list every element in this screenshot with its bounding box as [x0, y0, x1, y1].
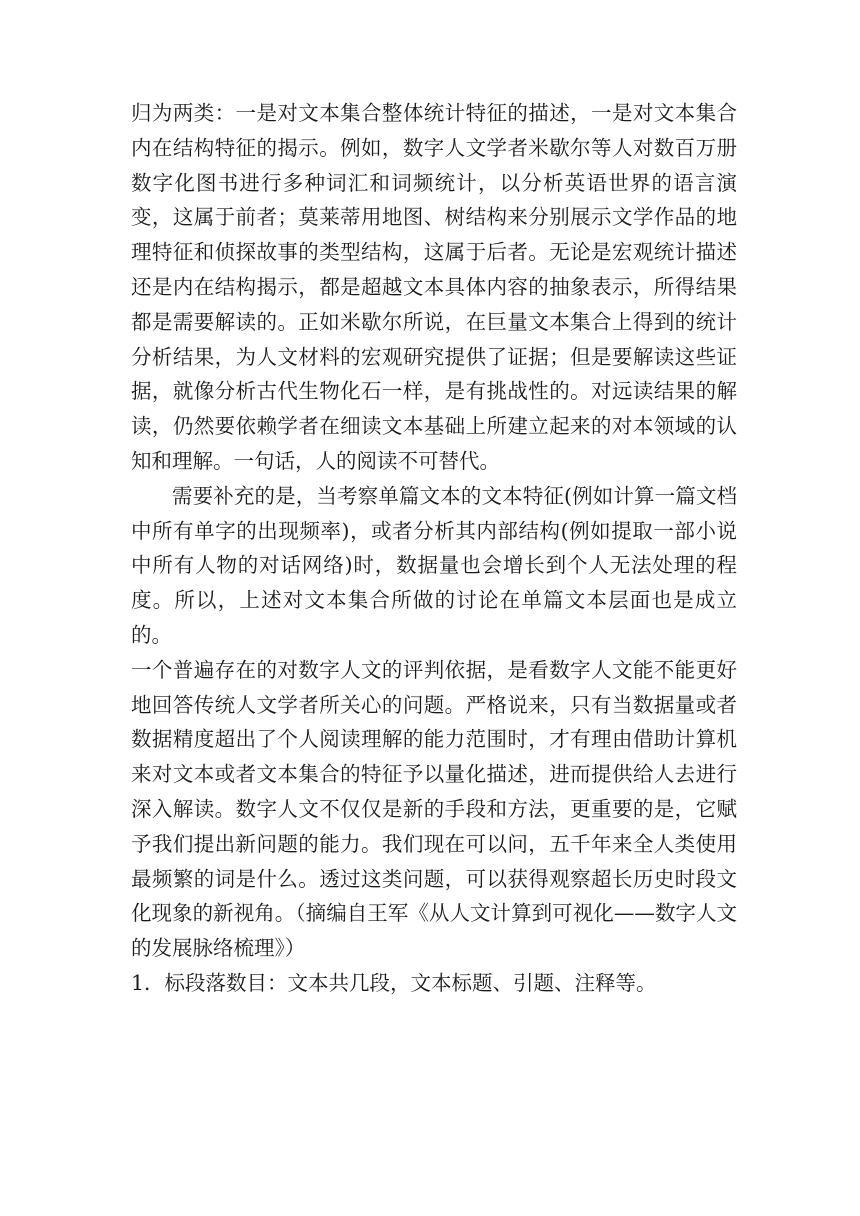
question-item-1: 1．标段落数目：文本共几段，文本标题、引题、注释等。 [131, 970, 657, 995]
paragraph-continued: 归为两类：一是对文本集合整体统计特征的描述，一是对文本集合内在结构特征的揭示。例如，数字人文学者米歇尔等人对数百万册数字化图书进行多种词汇和词频统计，以分析英语世界的语言演变，这属于前者；莫莱蒂用地图、树结构来分别展示文学作品的地理特征和侦探故事的类型结构，这属于后者。无论是宏观统计描述还是内在结构揭示，都是超越文本具体内容的抽象表示，所得结果都是需要解读的。正如米歇尔所说，在巨量文本集合上得到的统计分析结果，为人文材料的宏观研究提供了证据；但是要解读这些证据，就像分析古代生物化石一样，是有挑战性的。对远读结果的解读，仍然要依赖学者在细读文本基础上所建立起来的对本领域的认知和理解。一句话，人的阅读不可替代。 [131, 101, 737, 473]
paragraph-evaluation: 一个普遍存在的对数字人文的评判依据，是看数字人文能不能更好地回答传统人文学者所关心的问题。严格说来，只有当数据量或者数据精度超出了个人阅读理解的能力范围时，才有理由借助计算机来对文本或者文本集合的特征予以量化描述，进而提供给人去进行深入解读。数字人文不仅仅是新的手段和方法，更重要的是，它赋予我们提出新问题的能力。我们现在可以问，五千年来全人类使用最频繁的词是什么。透过这类问题，可以获得观察超长历史时段文化现象的新视角。（摘编自王军《从人文计算到可视化——数字人文的发展脉络梳理》） [131, 657, 737, 961]
paragraph-supplement: 需要补充的是，当考察单篇文本的文本特征(例如计算一篇文档中所有单字的出现频率)，或者分析其内部结构(例如提取一部小说中所有人物的对话网络)时，数据量也会增长到个人无法处理的程度。所以，上述对文本集合所做的讨论在单篇文本层面也是成立的。 [131, 483, 737, 647]
body-text [131, 96, 737, 1001]
